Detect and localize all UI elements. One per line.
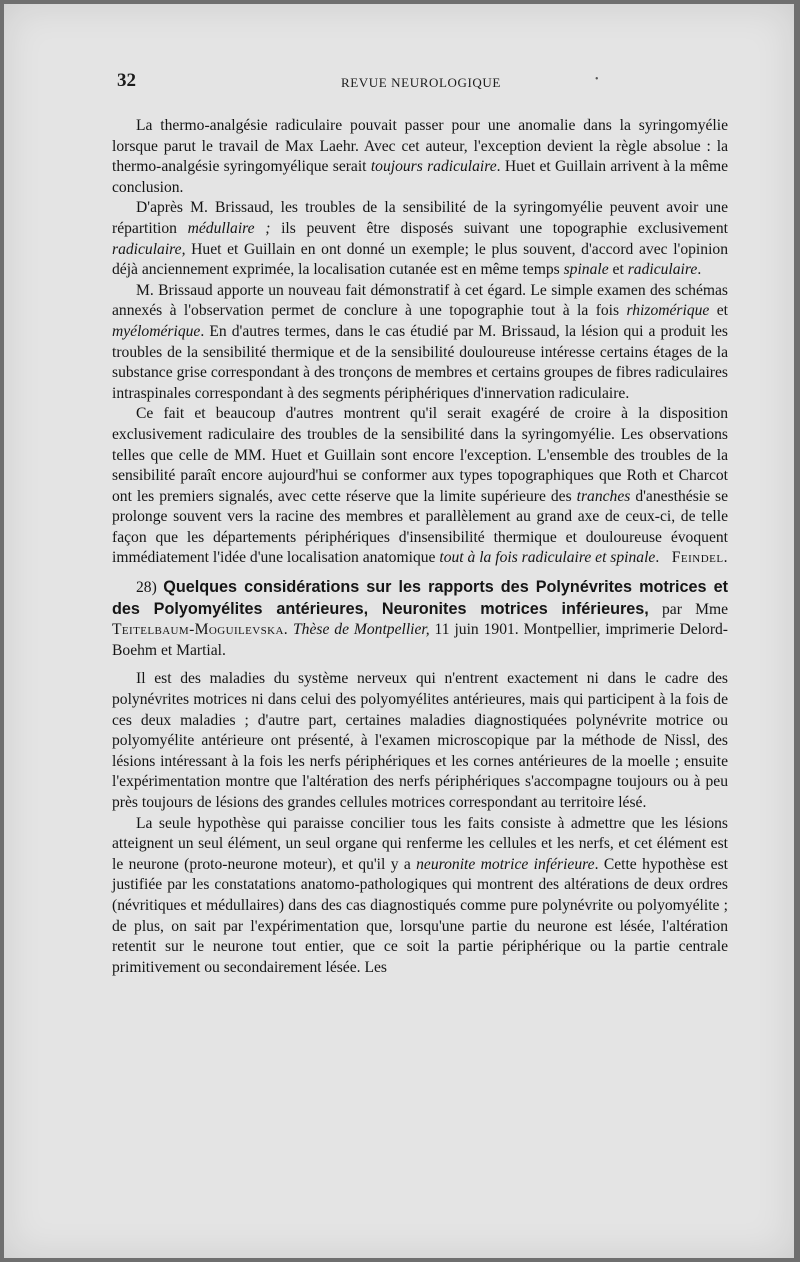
ep2-text-b: . Cette hypothèse est justifiée par les constatations anatomo-pathologiques qui montrent des altérations de deux ordres (névritiques et médullaires) dans des cas diagnostiqués comme pure polynévrite ou polyomyélite ; de plus, on sait par l'expérimentation que, lorsqu'une partie du neurone est lésée, l'altération retentit sur le neurone tout entier, que ce soit la partie périphérique ou la partie centrale primitivement ou secondairement lésée. Les (112, 855, 728, 976)
ep2-text-a: La seule hypothèse qui paraisse concilier tous les faits consiste à admettre que les lésions atteignent un seul élément, un seul organe qui renferme les cellules et les nerfs, et cet élément est le neurone (proto-neurone moteur), et qu'il y a (112, 814, 728, 873)
page-number: 32 (117, 70, 136, 91)
entry-28-heading (112, 577, 728, 661)
paragraph-3 (112, 281, 728, 405)
header-dot: • (595, 74, 599, 85)
entry-gap (112, 661, 728, 669)
entry-number: 28) (136, 579, 157, 597)
p2-emph-4: radiculaire (627, 261, 698, 279)
p1-emph-1: toujours radiculaire (370, 158, 497, 176)
entry-author: Teitelbaum-Moguilevska. (112, 621, 289, 639)
p2-text-e: . (697, 261, 702, 279)
p3-emph-2: myélomérique (112, 322, 201, 340)
p2-text-b: ils peuvent être disposés suivant une topographie exclusivement (270, 219, 728, 237)
paragraph-4 (112, 404, 728, 569)
section-gap (112, 569, 728, 577)
p2-emph-3: spinale (563, 261, 609, 279)
entry-date: 11 juin 1901. Montpellier, imprimerie Delord-Boehm et Martial. (112, 621, 728, 659)
p2-emph-1: médullaire ; (187, 219, 271, 237)
entry-par: par Mme (648, 600, 729, 618)
paragraph-2 (112, 198, 728, 280)
p1-text-b: . Huet et Guillain arrivent à la même conclusion. (112, 158, 728, 196)
p3-text-c: . En d'autres termes, dans le cas étudié par M. Brissaud, la lésion qui a produit les troubles de la sensibilité thermique et de la sensibilité douloureuse intéresse certains étages de la substance grise correspondant à des tronçons de membres et certains groupes de fibres radiculaires intraspinales correspondant à des segments périphériques d'innervation radiculaire. (112, 322, 728, 402)
entry-thesis: Thèse de Montpellier, (288, 621, 430, 639)
ep2-emph-1: neuronite motrice inférieure (416, 855, 595, 873)
p2-text-d: et (608, 261, 628, 279)
signature: Feindel. (671, 549, 728, 567)
p1-text-a: La thermo-analgésie radiculaire pouvait passer pour une anomalie dans la syringomyélie lorsque parut le travail de Max Laehr. Avec cet auteur, l'exception devient la règle absolue : la thermo-analgésie syringomyélique serait (112, 117, 728, 176)
p4-emph-1: tranches (576, 487, 631, 505)
p2-text-a: D'après M. Brissaud, les troubles de la sensibilité de la syringomyélie peuvent avoir une répartition (112, 199, 728, 237)
p3-text-b: et (709, 302, 728, 320)
entry-paragraph-2 (112, 814, 728, 979)
entry-title: Quelques considérations sur les rapports des Polynévrites motrices et des Polyomyélites antérieures, Neuronites motrices inférieures, (112, 578, 729, 618)
entry-paragraph-1: Il est des maladies du système nerveux qui n'entrent exactement ni dans le cadre des polynévrites motrices ni dans celui des polyomyélites antérieures, mais qui participent à la fois de ces deux maladies ; d'autre part, certaines maladies diagnostiquées polynévrite motrice ou polyomyélite antérieure ont présenté, à l'examen microscopique par la méthode de Nissl, des lésions intéressant à la fois les nerfs périphériques et les cornes antérieures de la moelle ; ensuite l'expérimentation montre que l'altération des nerfs périphériques s'accompagne toujours ou à peu près toujours de lésions des grandes cellules motrices correspondant au territoire lésé. (112, 670, 728, 811)
body-text (112, 116, 728, 978)
p2-emph-2: radiculaire, (112, 240, 186, 258)
running-title: REVUE NEUROLOGIQUE (341, 75, 501, 90)
page-header (117, 70, 729, 98)
p4-emph-2: tout à la fois radiculaire et spinale (439, 549, 656, 567)
p4-text-a: Ce fait et beaucoup d'autres montrent qu'il serait exagéré de croire à la disposition exclusivement radiculaire des troubles de la sensibilité dans la syringomyélie. Les observations telles que celle de MM. Huet et Guillain sont encore l'exception. L'ensemble des troubles de la sensibilité paraît encore aujourd'hui se conformer aux types topographiques que Roth et Charcot ont les premiers signalés, avec cette réserve que la limite supérieure des (112, 405, 728, 505)
p4-text-c: . (655, 549, 660, 567)
p3-emph-1: rhizomérique (626, 302, 710, 320)
document-page (4, 4, 794, 1258)
p4-text-b: d'anesthésie se prolonge souvent vers la racine des membres et parallèlement au grand axe de ceux-ci, de telle façon que les départements périphériques d'insensibilité thermique et douloureuse évoquent immédiatement l'idée d'une localisation anatomique (112, 487, 728, 567)
paragraph-1 (112, 116, 728, 198)
p3-text-a: M. Brissaud apporte un nouveau fait démonstratif à cet égard. Le simple examen des schémas annexés à l'observation permet de conclure à une topographie tout à la fois (112, 281, 728, 320)
p2-text-c: Huet et Guillain en ont donné un exemple; le plus souvent, d'accord avec l'opinion déjà anciennement exprimée, la localisation cutanée est en même temps (112, 240, 728, 279)
